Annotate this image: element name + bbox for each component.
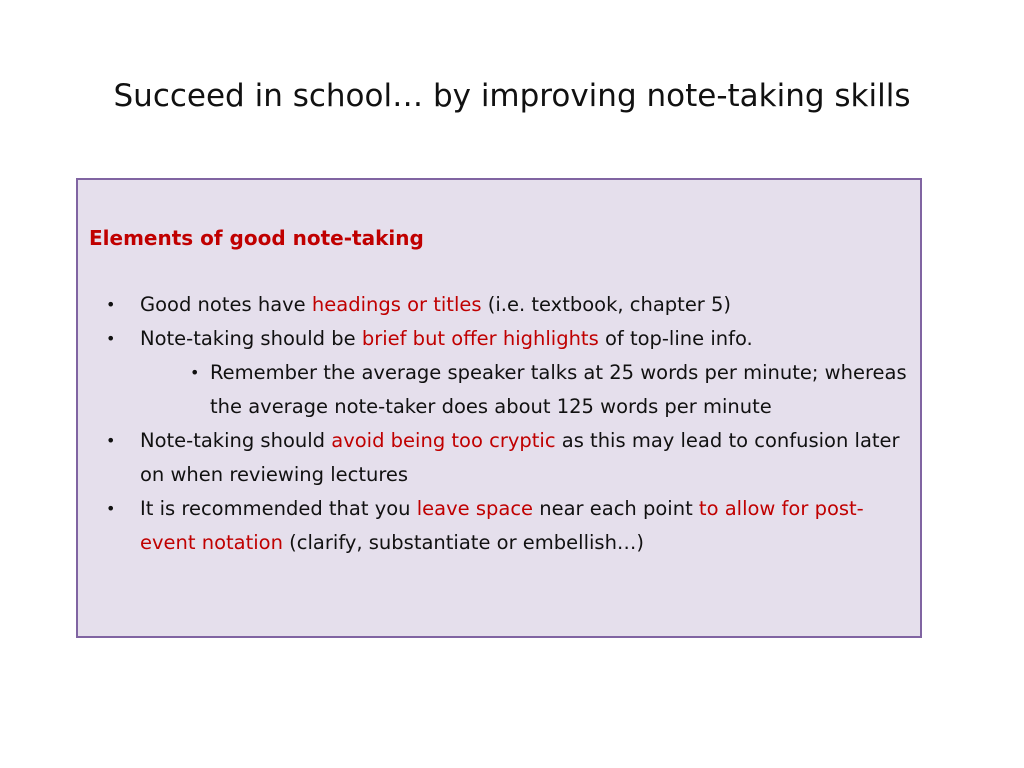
highlighted-text: to allow for post-event notation [140, 497, 864, 554]
plain-text: near each point [533, 497, 699, 520]
plain-text: It is recommended that you [140, 497, 417, 520]
highlighted-text: headings or titles [311, 293, 482, 316]
bullet-text [140, 293, 731, 316]
bullet-dot: • [106, 329, 116, 348]
plain-text: (i.e. textbook, chapter 5) [481, 293, 732, 316]
plain-text: (clarify, substantiate or embellish…) [282, 531, 645, 554]
bullet-item [78, 322, 920, 356]
slide-title: Succeed in school… by improving note-taking skills [113, 78, 911, 114]
bullet-dot: • [106, 499, 116, 518]
bullet-text [210, 361, 907, 418]
sub-bullet-group [78, 356, 920, 424]
bullet-dot: • [190, 363, 200, 382]
plain-text: Remember the average speaker talks at 25 words per minute; whereas the average note-taker does about 125 words per minute [210, 361, 907, 418]
bullet-text [140, 497, 864, 554]
plain-text: Note-taking should [140, 429, 332, 452]
bullet-text [140, 429, 900, 486]
highlighted-text: leave space [416, 497, 534, 520]
bullet-dot: • [106, 431, 116, 450]
sub-bullet-item [160, 356, 920, 424]
note-taking-box [76, 178, 922, 638]
bullet-text [140, 327, 753, 350]
bullet-dot: • [106, 295, 116, 314]
bullet-item [78, 288, 920, 322]
plain-text: as this may lead to confusion later on when reviewing lectures [140, 429, 900, 486]
plain-text: of top-line info. [598, 327, 753, 350]
bullet-item [78, 424, 920, 492]
highlighted-text: brief but offer highlights [361, 327, 599, 350]
plain-text: Good notes have [140, 293, 312, 316]
plain-text: Note-taking should be [140, 327, 362, 350]
bullet-list [78, 288, 920, 560]
bullet-item [78, 492, 920, 560]
sub-bullet-list [160, 356, 920, 424]
highlighted-text: avoid being too cryptic [331, 429, 556, 452]
box-heading: Elements of good note-taking [89, 226, 424, 250]
